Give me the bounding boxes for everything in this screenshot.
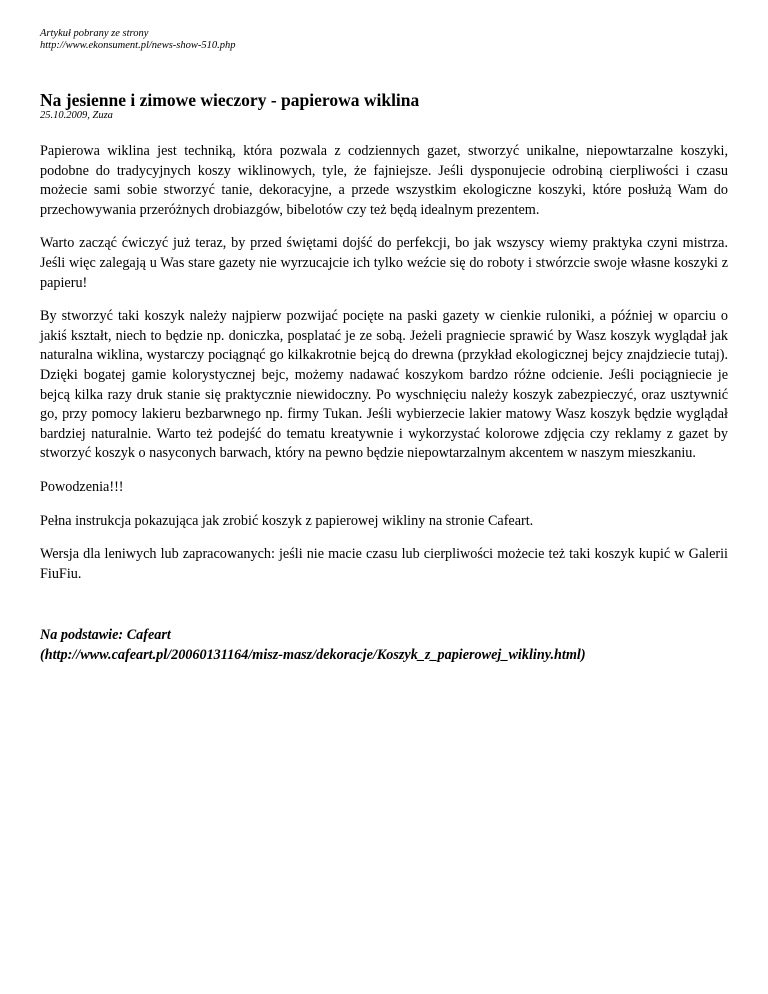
paragraph-practice: Warto zacząć ćwiczyć już teraz, by przed świętami dojść do perfekcji, bo jak wszyscy wiemy praktyka czyni mistrza. Jeśli więc zalegają u Was stare gazety nie wyrzucajcie ich tylko weźcie się do roboty i stwórzcie swoje własne koszyki z papieru! [40,235,728,291]
document-page [40,28,728,665]
source-header-url: http://www.ekonsument.pl/news-show-510.php [40,40,236,51]
source-footer-label: Na podstawie: Cafeart [40,627,171,644]
paragraph-good-luck: Powodzenia!!! [40,478,124,495]
paragraph-lazy-version: Wersja dla leniwych lub zapracowanych: jeśli nie macie czasu lub cierpliwości możecie też taki koszyk kupić w Galerii FiuFiu. [40,546,728,582]
source-footer-url: (http://www.cafeart.pl/20060131164/misz-masz/dekoracje/Koszyk_z_papierowej_wikliny.html) [40,646,586,663]
source-footer [40,626,728,665]
paragraph-instructions: By stworzyć taki koszyk należy najpierw pozwijać pocięte na paski gazety w cienkie ruloniki, a później w oparciu o jakiś kształt, niech to będzie np. doniczka, posplatać je ze sobą. Jeżeli pragniecie sprawić by Wasz koszyk wyglądał jak naturalna wiklina, wystarczy pociągnąć go kilkakrotnie bejcą do drewna (przykład ekologicznej bejcy znajdziecie tutaj). Dzięki bogatej gamie kolorystycznej bejc, możemy nadawać koszykom bardzo różne odcienie. Jeśli pociągniecie je bejcą kilka razy druk stanie się praktycznie niewidoczny. Po wyschnięciu należy koszyk zabezpieczyć, oraz usztywnić go, przy pomocy lakieru bezbarwnego np. firmy Tukan. Jeśli wybierzecie lakier matowy Wasz koszyk będzie wyglądał bardziej naturalnie. Warto też podejść do tematu kreatywnie i wykorzystać kolorowe zdjęcia czy reklamy z gazet by stworzyć koszyk o nasyconych barwach, który na pewno będzie niepowtarzalnym akcentem w naszym mieszkaniu. [40,308,728,462]
article-title: Na jesienne i zimowe wieczory - papierowa wiklina [40,90,420,110]
paragraph-full-instruction: Pełna instrukcja pokazująca jak zrobić koszyk z papierowej wikliny na stronie Cafeart. [40,512,534,529]
source-header-label: Artykuł pobrany ze strony [40,28,149,39]
source-header [40,28,728,52]
paragraph-intro: Papierowa wiklina jest techniką, która pozwala z codziennych gazet, stworzyć unikalne, niepowtarzalne koszyki, podobne do tradycyjnych koszy wiklinowych, tyle, że fajniejsze. Jeśli dysponujecie odrobiną cierpliwości i czasu możecie sami sobie stworzyć tanie, dekoracyjne, a przede wszystkim ekologiczne koszyki, które posłużą Wam do przechowywania przeróżnych drobiazgów, bibelotów czy też będą idealnym prezentem. [40,143,728,218]
article-body [40,142,728,584]
article-date-author: 25.10.2009, Zuza [40,110,113,121]
